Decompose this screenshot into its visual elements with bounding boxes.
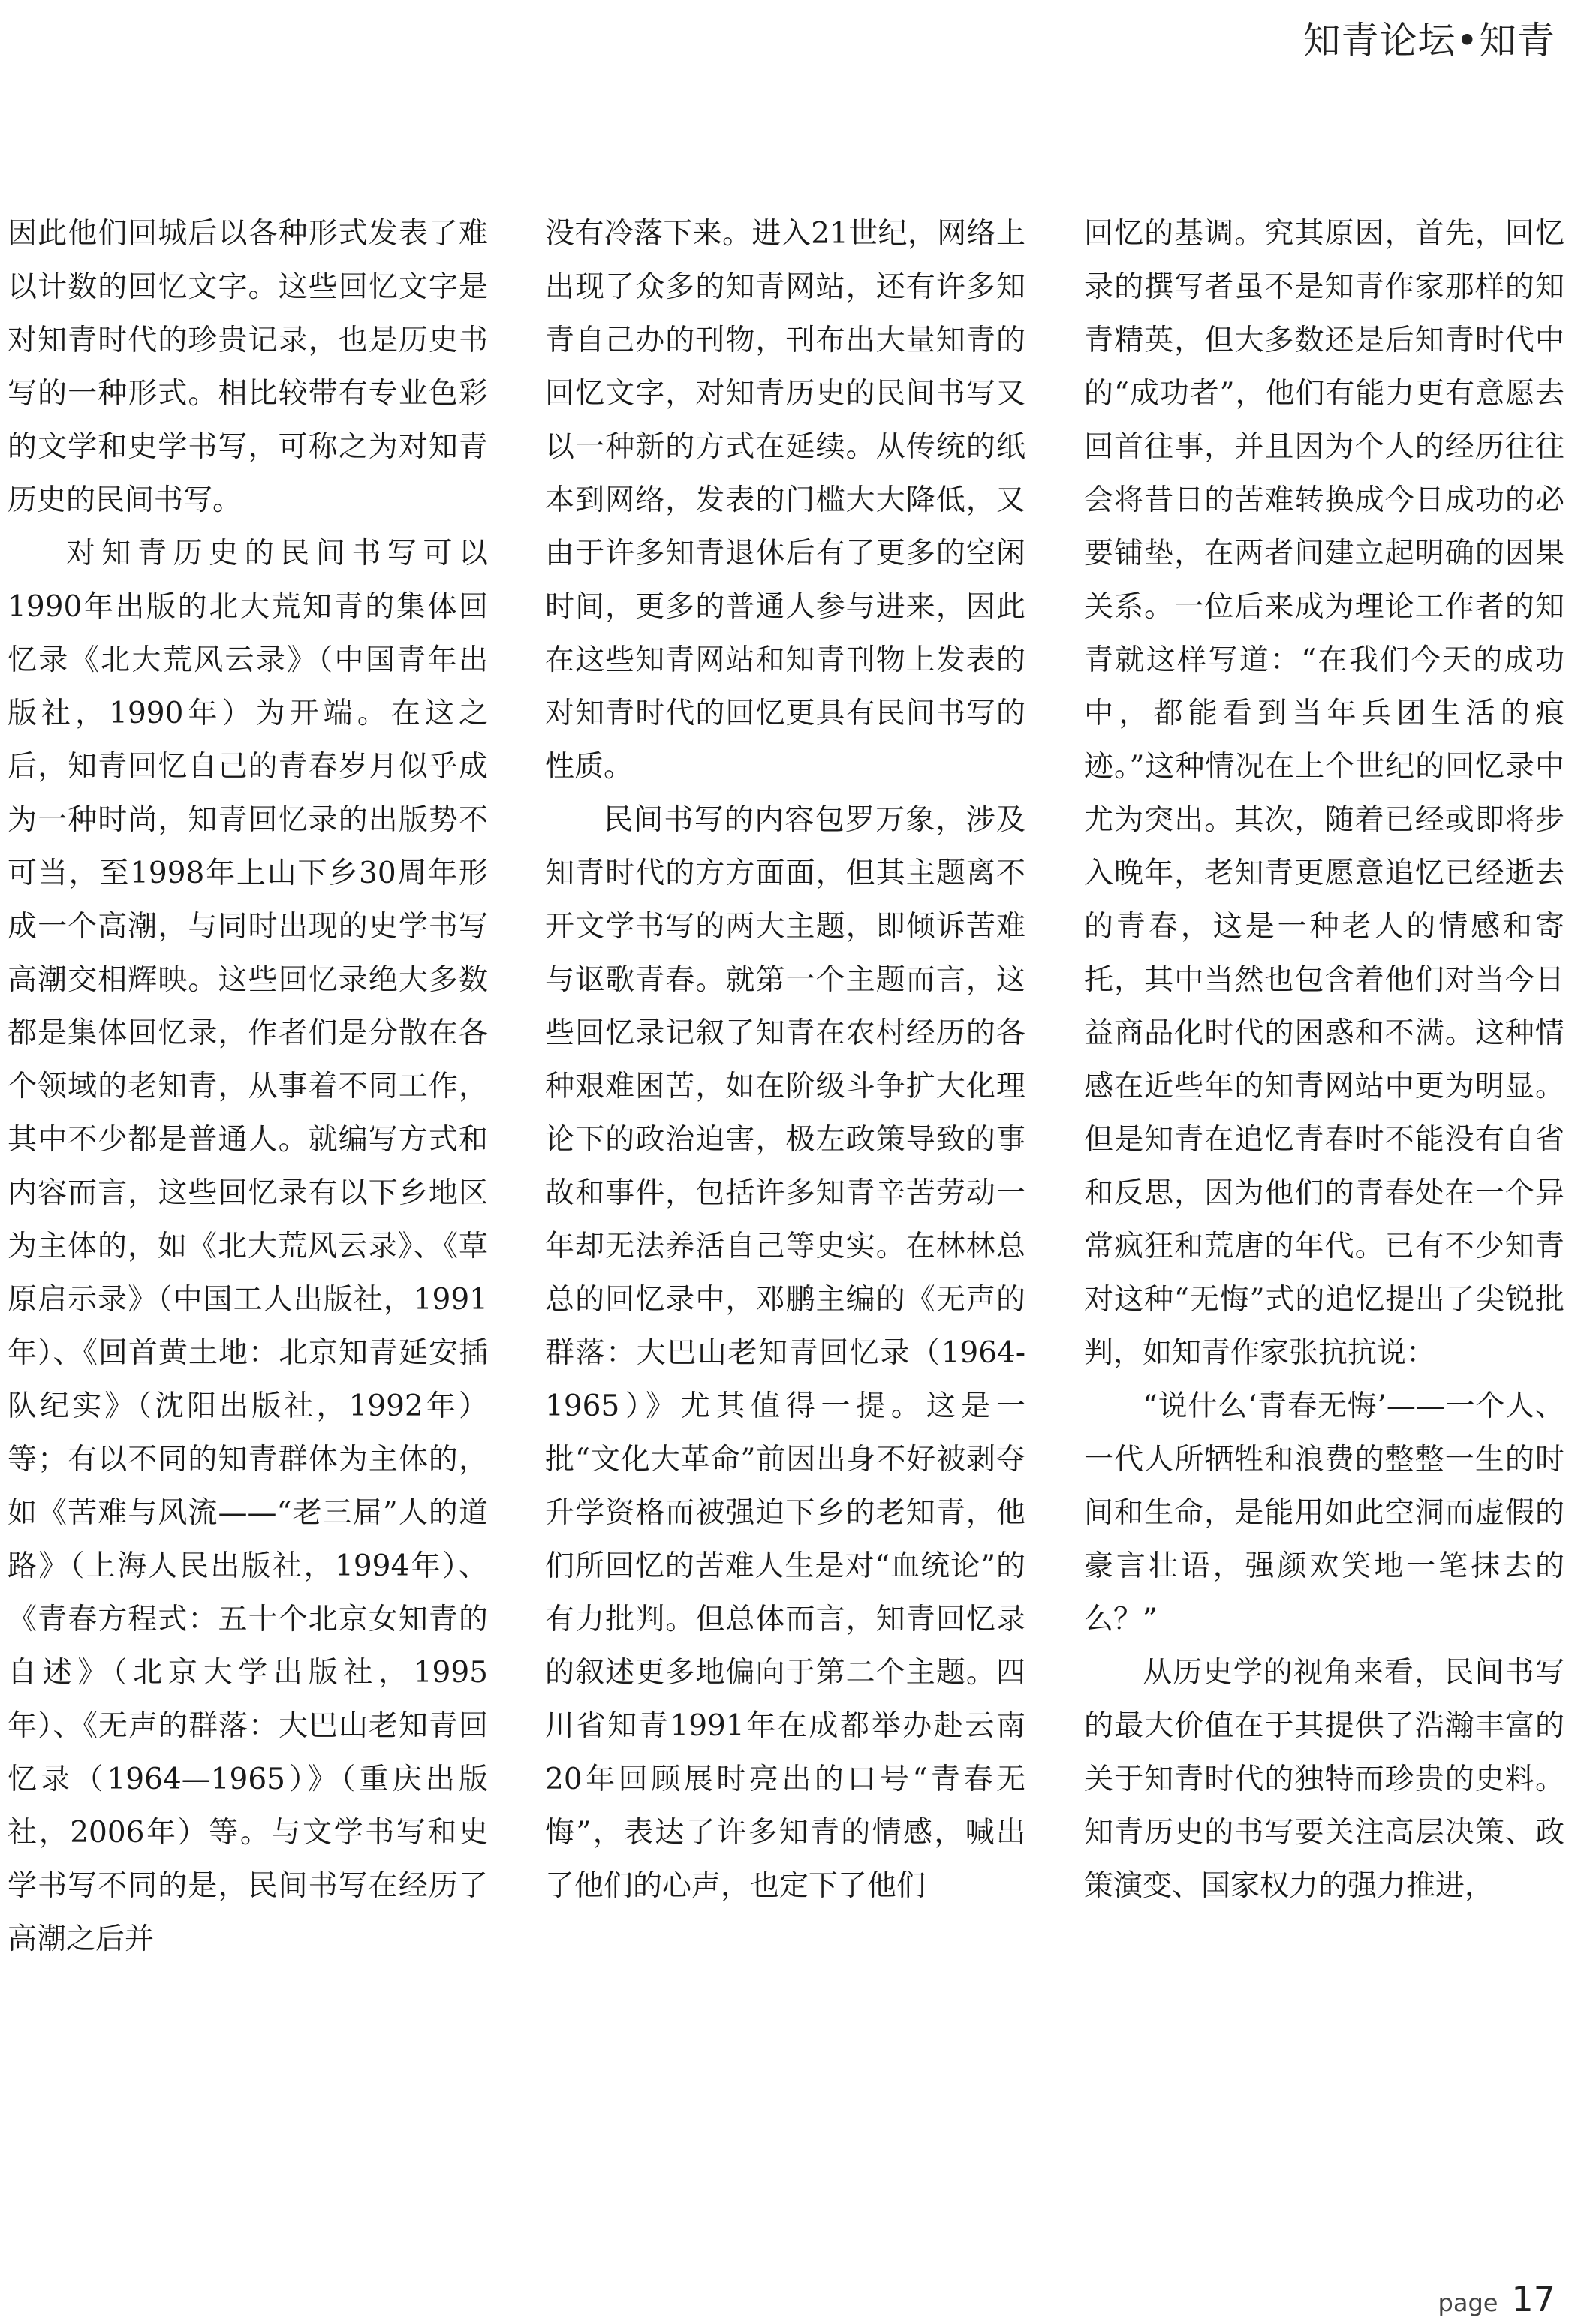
paragraph: 因此他们回城后以各种形式发表了难以计数的回忆文字。这些回忆文字是对知青时代的珍贵记录，也是历史书写的一种形式。相比较带有专业色彩的文学和史学书写，可称之为对知青历史的民间书写。 — [8, 217, 488, 517]
text-column-1 — [8, 207, 488, 1966]
paragraph: 没有冷落下来。进入21世纪，网络上出现了众多的知青网站，还有许多知青自己办的刊物，刊布出大量知青的回忆文字，对知青历史的民间书写又以一种新的方式在延续。从传统的纸本到网络，发表的门槛大大降低，又由于许多知青退休后有了更多的空闲时间，更多的普通人参与进来，因此在这些知青网站和知青刊物上发表的对知青时代的回忆更具有民间书写的性质。 — [545, 217, 1025, 784]
page-label: page — [1438, 2289, 1498, 2317]
paragraph: 从历史学的视角来看，民间书写的最大价值在于其提供了浩瀚丰富的关于知青时代的独特而珍贵的史料。知青历史的书写要关注高层决策、政策演变、国家权力的强力推进， — [1084, 1656, 1564, 1903]
paragraph: 回忆的基调。究其原因，首先，回忆录的撰写者虽不是知青作家那样的知青精英，但大多数还是后知青时代中的“成功者”，他们有能力更有意愿去回首往事，并且因为个人的经历往往会将昔日的苦难转换成今日成功的必要铺垫，在两者间建立起明确的因果关系。一位后来成为理论工作者的知青就这样写道：“在我们今天的成功中，都能看到当年兵团生活的痕迹。”这种情况在上个世纪的回忆录中尤为突出。其次，随着已经或即将步入晚年，老知青更愿意追忆已经逝去的青春，这是一种老人的情感和寄托，其中当然也包含着他们对当今日益商品化时代的困惑和不满。这种情感在近些年的知青网站中更为明显。但是知青在追忆青春时不能没有自省和反思，因为他们的青春处在一个异常疯狂和荒唐的年代。已有不少知青对这种“无悔”式的追忆提出了尖锐批判，如知青作家张抗抗说： — [1084, 217, 1564, 1370]
paragraph: 民间书写的内容包罗万象，涉及知青时代的方方面面，但其主题离不开文学书写的两大主题，即倾诉苦难与讴歌青春。就第一个主题而言，这些回忆录记叙了知青在农村经历的各种艰难困苦，如在阶级斗争扩大化理论下的政治迫害，极左政策导致的事故和事件，包括许多知青辛苦劳动一年却无法养活自己等史实。在林林总总的回忆录中，邓鹏主编的《无声的群落：大巴山老知青回忆录（1964-1965）》尤其值得一提。这是一批“文化大革命”前因出身不好被剥夺升学资格而被强迫下乡的老知青，他们所回忆的苦难人生是对“血统论”的有力批判。但总体而言，知青回忆录的叙述更多地偏向于第二个主题。四川省知青1991年在成都举办赴云南20年回顾展时亮出的口号“青春无悔”，表达了许多知青的情感，喊出了他们的心声，也定下了他们 — [545, 803, 1025, 1903]
paragraph: 对知青历史的民间书写可以1990年出版的北大荒知青的集体回忆录《北大荒风云录》（中国青年出版社，1990年）为开端。在这之后，知青回忆自己的青春岁月似乎成为一种时尚，知青回忆录的出版势不可当，至1998年上山下乡30周年形成一个高潮，与同时出现的史学书写高潮交相辉映。这些回忆录绝大多数都是集体回忆录，作者们是分散在各个领域的老知青，从事着不同工作，其中不少都是普通人。就编写方式和内容而言，这些回忆录有以下乡地区为主体的，如《北大荒风云录》、《草原启示录》（中国工人出版社，1991年）、《回首黄土地：北京知青延安插队纪实》（沈阳出版社，1992年）等；有以不同的知青群体为主体的，如《苦难与风流——“老三届”人的道路》（上海人民出版社，1994年）、《青春方程式：五十个北京女知青的自述》（北京大学出版社，1995年）、《无声的群落：大巴山老知青回忆录（1964—1965）》（重庆出版社，2006年）等。与文学书写和史学书写不同的是，民间书写在经历了高潮之后并 — [8, 537, 488, 1956]
text-column-2 — [545, 207, 1025, 1913]
running-header: 知青论坛•知青 — [1302, 19, 1555, 62]
page-footer — [1438, 2279, 1555, 2319]
quote-paragraph: “说什么‘青春无悔’——一个人、一代人所牺牲和浪费的整整一生的时间和生命，是能用如此空洞而虚假的豪言壮语，强颜欢笑地一笔抹去的么？” — [1084, 1389, 1564, 1636]
page-number: 17 — [1511, 2279, 1555, 2319]
text-column-3 — [1084, 207, 1564, 1913]
